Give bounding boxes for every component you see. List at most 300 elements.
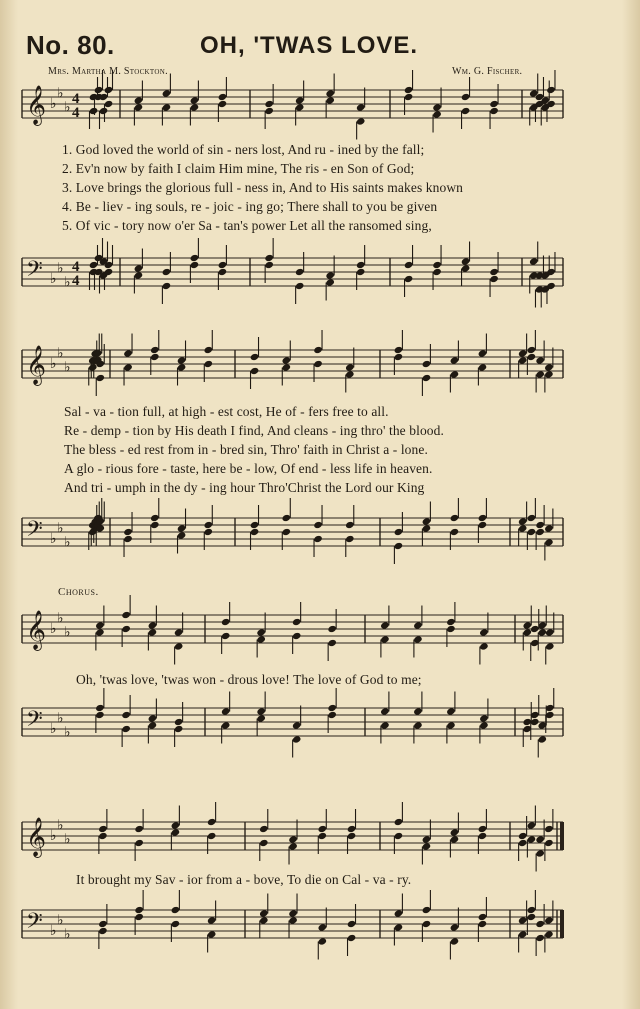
note-head bbox=[518, 832, 528, 840]
note-head bbox=[174, 725, 184, 733]
treble-staff-system-1 bbox=[0, 80, 640, 140]
note-head bbox=[99, 107, 109, 115]
note-head bbox=[527, 528, 537, 536]
flat-icon: ♭ bbox=[50, 96, 57, 112]
flat-icon: ♭ bbox=[57, 912, 64, 929]
hymn-number: No. 80. bbox=[26, 30, 115, 60]
bass-staff-chorus-2 bbox=[0, 900, 640, 960]
note-head bbox=[535, 370, 545, 378]
time-signature-top: 4 bbox=[72, 259, 80, 275]
note-head bbox=[527, 913, 537, 921]
note-head bbox=[422, 524, 432, 532]
note-head bbox=[123, 535, 133, 543]
note-head bbox=[292, 735, 302, 743]
flat-icon: ♭ bbox=[50, 271, 57, 287]
note-head bbox=[207, 832, 217, 840]
note-head bbox=[446, 625, 456, 633]
note-head bbox=[250, 528, 260, 536]
note-head bbox=[530, 625, 540, 633]
note-head bbox=[203, 346, 213, 354]
hymn-title: OH, 'TWAS LOVE. bbox=[200, 32, 419, 59]
note-head bbox=[422, 360, 432, 368]
flat-icon: ♭ bbox=[50, 531, 57, 547]
note-head bbox=[518, 349, 528, 357]
note-head bbox=[394, 353, 404, 361]
bass-staff-chorus-1 bbox=[0, 698, 640, 758]
note-head bbox=[94, 86, 104, 94]
note-head bbox=[121, 711, 131, 719]
verse-4-line-2: A glo - rious fore - taste, here be - low, Of end - less life in heaven. bbox=[64, 461, 433, 476]
flat-icon: ♭ bbox=[50, 356, 57, 372]
note-head bbox=[347, 825, 357, 833]
note-head bbox=[422, 906, 432, 914]
note-head bbox=[207, 930, 217, 938]
note-head bbox=[203, 360, 213, 368]
flat-icon: ♭ bbox=[57, 520, 64, 537]
note-head bbox=[479, 628, 489, 636]
note-head bbox=[221, 618, 231, 626]
note-head bbox=[288, 835, 298, 843]
note-head bbox=[544, 930, 554, 938]
note-head bbox=[535, 920, 545, 928]
note-head bbox=[207, 916, 217, 924]
note-head bbox=[461, 93, 471, 101]
bass-clef-icon: 𝄢 bbox=[26, 257, 43, 287]
note-head bbox=[256, 635, 266, 643]
note-head bbox=[450, 356, 460, 364]
note-head bbox=[292, 618, 302, 626]
note-head bbox=[295, 96, 305, 104]
time-signature-bottom: 4 bbox=[72, 105, 80, 121]
note-head bbox=[259, 839, 269, 847]
note-head bbox=[544, 825, 554, 833]
note-head bbox=[150, 514, 160, 522]
note-head bbox=[432, 110, 442, 118]
note-head bbox=[450, 937, 460, 945]
flat-icon: ♭ bbox=[64, 926, 71, 943]
bass-clef-icon: 𝄢 bbox=[26, 909, 43, 939]
note-head bbox=[394, 528, 404, 536]
treble-clef-icon: 𝄞 bbox=[26, 610, 47, 650]
note-head bbox=[148, 721, 158, 729]
flat-icon: ♭ bbox=[57, 610, 64, 627]
note-head bbox=[150, 346, 160, 354]
treble-staff-system-2 bbox=[0, 340, 640, 400]
note-head bbox=[123, 528, 133, 536]
time-signature-top: 4 bbox=[72, 91, 80, 107]
note-head bbox=[317, 832, 327, 840]
note-head bbox=[325, 278, 335, 286]
chorus-label: Chorus. bbox=[58, 586, 99, 598]
note-head bbox=[461, 257, 471, 265]
bass-staff-system-1 bbox=[0, 248, 640, 308]
note-head bbox=[221, 632, 231, 640]
note-head bbox=[422, 517, 432, 525]
note-head bbox=[134, 839, 144, 847]
bass-staff-system-2 bbox=[0, 508, 640, 568]
note-head bbox=[95, 628, 105, 636]
note-head bbox=[356, 261, 366, 269]
note-head bbox=[535, 356, 545, 364]
treble-clef-icon: 𝄞 bbox=[26, 85, 47, 125]
note-head bbox=[527, 906, 537, 914]
flat-icon: ♭ bbox=[57, 345, 64, 362]
flat-icon: ♭ bbox=[64, 724, 71, 741]
note-head bbox=[327, 625, 337, 633]
flat-icon: ♭ bbox=[64, 534, 71, 551]
note-head bbox=[288, 842, 298, 850]
note-head bbox=[218, 261, 228, 269]
note-head bbox=[461, 107, 471, 115]
note-head bbox=[527, 346, 537, 354]
verse-4-line-1: 4. Be - liev - ing souls, re - joic - ing go; There shall to you be given bbox=[62, 199, 438, 214]
note-head bbox=[327, 704, 337, 712]
note-head bbox=[134, 906, 144, 914]
note-head bbox=[98, 920, 108, 928]
note-head bbox=[89, 261, 99, 269]
note-head bbox=[327, 711, 337, 719]
note-head bbox=[317, 923, 327, 931]
note-head bbox=[450, 923, 460, 931]
note-head bbox=[479, 721, 489, 729]
note-head bbox=[535, 849, 545, 857]
note-head bbox=[394, 923, 404, 931]
note-head bbox=[95, 711, 105, 719]
note-head bbox=[281, 528, 291, 536]
note-head bbox=[478, 832, 488, 840]
note-head bbox=[134, 271, 144, 279]
verse-3-line-2: The bless - ed rest from in - bred sin, Thro' faith in Christ a - lone. bbox=[64, 442, 428, 457]
note-head bbox=[281, 514, 291, 522]
note-head bbox=[190, 96, 200, 104]
note-head bbox=[544, 363, 554, 371]
note-head bbox=[535, 521, 545, 529]
note-head bbox=[98, 927, 108, 935]
note-head bbox=[264, 107, 274, 115]
treble-clef-icon: 𝄞 bbox=[26, 345, 47, 385]
treble-staff-chorus-1 bbox=[0, 605, 640, 665]
note-head bbox=[489, 107, 499, 115]
note-head bbox=[250, 353, 260, 361]
note-head bbox=[527, 835, 537, 843]
note-head bbox=[518, 356, 528, 364]
note-head bbox=[207, 818, 217, 826]
note-head bbox=[256, 628, 266, 636]
note-head bbox=[545, 642, 555, 650]
note-head bbox=[295, 268, 305, 276]
flat-icon: ♭ bbox=[64, 831, 71, 848]
time-signature-bottom: 4 bbox=[72, 273, 80, 289]
note-head bbox=[221, 721, 231, 729]
flat-icon: ♭ bbox=[50, 923, 57, 939]
note-head bbox=[171, 920, 181, 928]
note-head bbox=[123, 363, 133, 371]
note-head bbox=[527, 821, 537, 829]
note-head bbox=[259, 909, 269, 917]
note-head bbox=[461, 264, 471, 272]
note-head bbox=[478, 521, 488, 529]
note-head bbox=[259, 916, 269, 924]
note-head bbox=[174, 718, 184, 726]
note-head bbox=[413, 621, 423, 629]
note-head bbox=[88, 363, 98, 371]
note-head bbox=[394, 832, 404, 840]
note-head bbox=[380, 635, 390, 643]
note-head bbox=[148, 714, 158, 722]
note-head bbox=[380, 721, 390, 729]
note-head bbox=[313, 521, 323, 529]
note-head bbox=[345, 370, 355, 378]
flat-icon: ♭ bbox=[64, 359, 71, 376]
note-head bbox=[317, 825, 327, 833]
note-head bbox=[218, 93, 228, 101]
flat-icon: ♭ bbox=[64, 624, 71, 641]
treble-clef-icon: 𝄞 bbox=[26, 817, 47, 857]
note-head bbox=[413, 635, 423, 643]
note-head bbox=[325, 96, 335, 104]
note-head bbox=[394, 346, 404, 354]
note-head bbox=[432, 103, 442, 111]
note-head bbox=[264, 261, 274, 269]
note-head bbox=[203, 528, 213, 536]
verse-2-line-1: 2. Ev'n now by faith I claim Him mine, The ris - en Son of God; bbox=[62, 161, 415, 176]
note-head bbox=[162, 89, 172, 97]
note-head bbox=[174, 642, 184, 650]
note-head bbox=[394, 542, 404, 550]
note-head bbox=[134, 264, 144, 272]
note-head bbox=[177, 363, 187, 371]
note-head bbox=[134, 96, 144, 104]
note-head bbox=[446, 721, 456, 729]
note-head bbox=[345, 535, 355, 543]
note-head bbox=[123, 349, 133, 357]
note-head bbox=[150, 521, 160, 529]
note-head bbox=[121, 725, 131, 733]
note-head bbox=[422, 835, 432, 843]
note-head bbox=[422, 842, 432, 850]
verse-5-line-2: And tri - umph in the dy - ing hour Thro'Christ the Lord our King bbox=[64, 480, 425, 495]
note-head bbox=[479, 714, 489, 722]
note-head bbox=[259, 825, 269, 833]
chorus-line-2: It brought my Sav - ior from a - bove, To die on Cal - va - ry. bbox=[76, 872, 412, 887]
note-head bbox=[221, 707, 231, 715]
note-head bbox=[98, 832, 108, 840]
note-head bbox=[356, 103, 366, 111]
note-head bbox=[404, 86, 414, 94]
verse-1-line-1: 1. God loved the world of sin - ners lost, And ru - ined by the fall; bbox=[62, 142, 425, 157]
note-head bbox=[535, 528, 545, 536]
note-head bbox=[177, 356, 187, 364]
note-head bbox=[218, 268, 228, 276]
note-head bbox=[281, 356, 291, 364]
note-head bbox=[313, 535, 323, 543]
note-head bbox=[171, 906, 181, 914]
note-head bbox=[292, 632, 302, 640]
flat-icon: ♭ bbox=[50, 621, 57, 637]
note-head bbox=[478, 825, 488, 833]
flat-icon: ♭ bbox=[57, 817, 64, 834]
note-head bbox=[347, 920, 357, 928]
note-head bbox=[121, 611, 131, 619]
note-head bbox=[544, 916, 554, 924]
note-head bbox=[450, 370, 460, 378]
note-head bbox=[347, 832, 357, 840]
note-head bbox=[544, 839, 554, 847]
note-head bbox=[295, 103, 305, 111]
note-head bbox=[313, 360, 323, 368]
note-head bbox=[489, 100, 499, 108]
note-head bbox=[134, 825, 144, 833]
note-head bbox=[203, 521, 213, 529]
treble-staff-chorus-2 bbox=[0, 812, 640, 872]
note-head bbox=[264, 100, 274, 108]
note-head bbox=[544, 524, 554, 532]
note-head bbox=[380, 621, 390, 629]
note-head bbox=[478, 514, 488, 522]
note-head bbox=[489, 268, 499, 276]
note-head bbox=[450, 528, 460, 536]
note-head bbox=[95, 704, 105, 712]
note-head bbox=[347, 934, 357, 942]
note-head bbox=[174, 628, 184, 636]
note-head bbox=[190, 261, 200, 269]
note-head bbox=[478, 913, 488, 921]
note-head bbox=[404, 261, 414, 269]
note-head bbox=[422, 920, 432, 928]
note-head bbox=[150, 353, 160, 361]
note-head bbox=[432, 261, 442, 269]
flat-icon: ♭ bbox=[50, 721, 57, 737]
note-head bbox=[250, 367, 260, 375]
note-head bbox=[518, 517, 528, 525]
note-head bbox=[413, 721, 423, 729]
note-head bbox=[450, 828, 460, 836]
note-head bbox=[446, 707, 456, 715]
note-head bbox=[535, 934, 545, 942]
note-head bbox=[95, 374, 105, 382]
flat-icon: ♭ bbox=[57, 85, 64, 102]
note-head bbox=[134, 103, 144, 111]
verse-1-line-2: Sal - va - tion full, at high - est cost, He of - fers free to all. bbox=[64, 404, 389, 419]
note-head bbox=[162, 268, 172, 276]
note-head bbox=[325, 89, 335, 97]
note-head bbox=[529, 257, 539, 265]
note-head bbox=[325, 271, 335, 279]
note-head bbox=[104, 86, 114, 94]
note-head bbox=[148, 628, 158, 636]
note-head bbox=[450, 835, 460, 843]
note-head bbox=[281, 363, 291, 371]
note-head bbox=[432, 268, 442, 276]
note-head bbox=[177, 531, 187, 539]
note-head bbox=[404, 275, 414, 283]
note-head bbox=[546, 86, 556, 94]
note-head bbox=[295, 282, 305, 290]
note-head bbox=[345, 521, 355, 529]
note-head bbox=[478, 363, 488, 371]
note-head bbox=[288, 909, 298, 917]
note-head bbox=[518, 916, 528, 924]
verse-3-line-1: 3. Love brings the glorious full - ness in, And to His saints makes known bbox=[62, 180, 464, 195]
note-head bbox=[313, 346, 323, 354]
note-head bbox=[356, 268, 366, 276]
note-head bbox=[288, 916, 298, 924]
note-head bbox=[218, 100, 228, 108]
note-head bbox=[544, 370, 554, 378]
note-head bbox=[404, 93, 414, 101]
note-head bbox=[478, 349, 488, 357]
verse-5-line-1: 5. Of vic - tory now o'er Sa - tan's power Let all the ransomed sing, bbox=[62, 218, 432, 233]
note-head bbox=[394, 909, 404, 917]
note-head bbox=[356, 117, 366, 125]
note-head bbox=[544, 538, 554, 546]
note-head bbox=[535, 835, 545, 843]
flat-icon: ♭ bbox=[57, 260, 64, 277]
note-head bbox=[527, 514, 537, 522]
note-head bbox=[446, 618, 456, 626]
note-head bbox=[148, 621, 158, 629]
note-head bbox=[256, 707, 266, 715]
note-head bbox=[89, 107, 99, 115]
note-head bbox=[95, 621, 105, 629]
note-head bbox=[527, 353, 537, 361]
note-head bbox=[177, 524, 187, 532]
note-head bbox=[134, 913, 144, 921]
note-head bbox=[537, 628, 547, 636]
note-head bbox=[171, 828, 181, 836]
verse-2-line-2: Re - demp - tion by His death I find, And cleans - ing thro' the blood. bbox=[64, 423, 444, 438]
note-head bbox=[190, 103, 200, 111]
note-head bbox=[479, 642, 489, 650]
note-head bbox=[264, 254, 274, 262]
chorus-line-1: Oh, 'twas love, 'twas won - drous love! The love of God to me; bbox=[76, 672, 422, 687]
note-head bbox=[327, 639, 337, 647]
note-head bbox=[317, 937, 327, 945]
flat-icon: ♭ bbox=[64, 99, 71, 116]
note-head bbox=[413, 707, 423, 715]
bass-clef-icon: 𝄢 bbox=[26, 517, 43, 547]
note-head bbox=[518, 839, 528, 847]
composer-credit: Wm. G. Fischer. bbox=[452, 66, 523, 77]
note-head bbox=[256, 714, 266, 722]
note-head bbox=[345, 363, 355, 371]
note-head bbox=[522, 621, 532, 629]
note-head bbox=[162, 282, 172, 290]
note-head bbox=[522, 628, 532, 636]
note-head bbox=[98, 825, 108, 833]
flat-icon: ♭ bbox=[64, 274, 71, 291]
note-head bbox=[478, 920, 488, 928]
note-head bbox=[518, 930, 528, 938]
note-head bbox=[171, 821, 181, 829]
note-head bbox=[121, 625, 131, 633]
note-head bbox=[104, 100, 114, 108]
note-head bbox=[162, 103, 172, 111]
note-head bbox=[190, 254, 200, 262]
note-head bbox=[422, 374, 432, 382]
note-head bbox=[380, 707, 390, 715]
note-head bbox=[537, 735, 547, 743]
note-head bbox=[489, 275, 499, 283]
note-head bbox=[292, 721, 302, 729]
note-head bbox=[450, 514, 460, 522]
flat-icon: ♭ bbox=[50, 828, 57, 844]
flat-icon: ♭ bbox=[57, 710, 64, 727]
note-head bbox=[518, 524, 528, 532]
note-head bbox=[394, 818, 404, 826]
author-credit: Mrs. Martha M. Stockton. bbox=[48, 66, 168, 77]
bass-clef-icon: 𝄢 bbox=[26, 707, 43, 737]
